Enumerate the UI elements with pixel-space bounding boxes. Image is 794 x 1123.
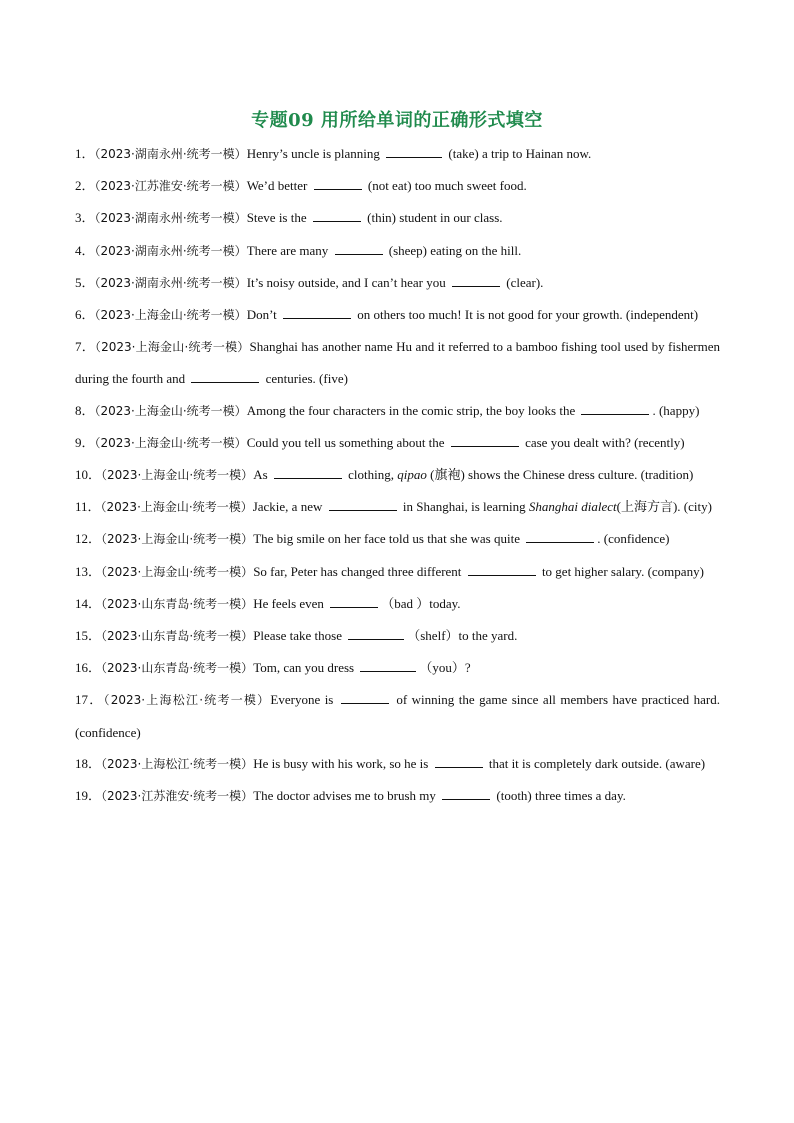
question-number: 14．: [75, 595, 102, 611]
answer-blank[interactable]: [314, 178, 362, 190]
question-hint: (clear).: [503, 274, 544, 290]
question-number: 5．: [75, 274, 95, 290]
question-source: （2023·上海松江·统考一模）: [103, 693, 271, 708]
answer-blank[interactable]: [526, 531, 594, 543]
answer-blank[interactable]: [341, 692, 389, 704]
question-text: The doctor advises me to brush my: [253, 788, 440, 804]
question-source: （2023·上海金山·统考一模）: [94, 340, 250, 355]
question-11: [75, 491, 720, 523]
question-16: [75, 652, 720, 684]
question-source: （2023·山东青岛·统考一模）: [101, 629, 254, 644]
question-text: Please take those: [253, 628, 346, 644]
question-source: （2023·湖南永州·统考一模）: [94, 275, 247, 290]
page-title: 专题09 用所给单词的正确形式填空: [251, 110, 543, 131]
question-source: （2023·湖南永州·统考一模）: [94, 211, 247, 226]
question-source: （2023·上海金山·统考一模）: [101, 468, 254, 483]
question-19: [75, 780, 720, 812]
question-number: 15．: [75, 628, 102, 644]
answer-blank[interactable]: [335, 243, 383, 255]
question-number: 19．: [75, 788, 102, 804]
question-text: Shanghai has another name Hu and it referred to a bamboo fishing tool used by fishermen during the fourth and: [75, 339, 720, 387]
question-hint: to get higher salary. (company): [538, 563, 704, 579]
question-number: 11．: [75, 499, 101, 515]
question-hint: (take) a trip to Hainan now.: [445, 146, 592, 161]
question-number: 3．: [75, 210, 95, 226]
question-text: As: [253, 467, 271, 483]
answer-blank[interactable]: [435, 756, 483, 768]
question-number: 16．: [75, 660, 102, 676]
question-number: 17．: [75, 692, 104, 708]
question-number: 7．: [75, 339, 95, 355]
question-number: 10．: [75, 467, 102, 483]
question-hint: case you dealt with? (recently): [521, 434, 685, 450]
question-hint: （you）?: [419, 660, 471, 676]
question-source: （2023·山东青岛·统考一模）: [101, 596, 254, 611]
question-source: （2023·江苏淮安·统考一模）: [101, 789, 254, 804]
answer-blank[interactable]: [386, 146, 442, 158]
question-hint: (旗袍) shows the Chinese dress culture. (tradition): [426, 467, 694, 483]
question-12: [75, 523, 720, 555]
answer-blank[interactable]: [452, 275, 500, 287]
question-hint: (not eat) too much sweet food.: [364, 178, 527, 194]
question-text: We’d better: [246, 178, 311, 194]
question-3: [75, 202, 720, 234]
question-18: [75, 748, 720, 780]
question-number: 1．: [75, 146, 95, 161]
question-number: 9．: [75, 434, 95, 450]
question-hint: (sheep) eating on the hill.: [385, 242, 522, 258]
question-13: [75, 556, 720, 588]
question-text-cont: in Shanghai, is learning: [399, 499, 529, 515]
question-hint: . (happy): [652, 402, 700, 418]
question-hint: (上海方言). (city): [616, 499, 712, 515]
question-text-cont: clothing,: [344, 467, 398, 483]
question-source: （2023·上海金山·统考一模）: [101, 564, 254, 579]
question-number: 2．: [75, 178, 95, 194]
answer-blank[interactable]: [468, 564, 536, 576]
question-hint: on others too much! It is not good for your growth. (independent): [354, 307, 699, 323]
italic-term: qipao: [397, 467, 427, 483]
question-hint: that it is completely dark outside. (aware): [485, 755, 706, 771]
question-number: 4．: [75, 242, 95, 258]
question-hint: . (confidence): [597, 531, 670, 547]
question-text: So far, Peter has changed three different: [253, 563, 465, 579]
italic-term: Shanghai dialect: [528, 499, 617, 515]
question-text: He is busy with his work, so he is: [253, 755, 432, 771]
question-7: [75, 331, 720, 394]
question-hint: (thin) student in our class.: [363, 210, 503, 226]
answer-blank[interactable]: [442, 788, 490, 800]
question-15: [75, 620, 720, 652]
answer-blank[interactable]: [191, 371, 259, 383]
question-text: It’s noisy outside, and I can’t hear you: [246, 274, 449, 290]
question-text: Everyone is: [270, 692, 338, 708]
question-source: （2023·上海松江·统考一模）: [101, 756, 254, 771]
question-source: （2023·江苏淮安·统考一模）: [94, 179, 247, 194]
question-number: 13．: [75, 563, 102, 579]
question-text: Jackie, a new: [252, 499, 326, 515]
question-source: （2023·上海金山·统考一模）: [94, 403, 247, 418]
question-8: [75, 395, 720, 427]
question-text: He feels even: [253, 595, 328, 611]
question-text: Tom, can you dress: [253, 660, 358, 676]
question-text: There are many: [246, 242, 332, 258]
answer-blank[interactable]: [581, 403, 649, 415]
question-number: 6．: [75, 307, 95, 323]
question-source: （2023·湖南永州·统考一模）: [94, 243, 247, 258]
answer-blank[interactable]: [348, 628, 404, 640]
answer-blank[interactable]: [274, 467, 342, 479]
answer-blank[interactable]: [451, 435, 519, 447]
question-1: [75, 138, 720, 170]
question-source: （2023·上海金山·统考一模）: [100, 500, 253, 515]
answer-blank[interactable]: [330, 596, 378, 608]
question-text: Could you tell us something about the: [246, 434, 448, 450]
question-hint: of winning the game since all members have practiced hard. (confidence): [75, 692, 721, 740]
question-list: [75, 138, 720, 812]
question-source: （2023·湖南永州·统考一模）: [94, 147, 247, 161]
question-hint: (tooth) three times a day.: [493, 788, 626, 804]
question-text: The big smile on her face told us that she was quite: [253, 531, 524, 547]
question-hint: （shelf）to the yard.: [407, 628, 518, 644]
answer-blank[interactable]: [329, 499, 397, 511]
question-9: [75, 427, 720, 459]
question-6: [75, 299, 720, 331]
question-hint: centuries. (five): [262, 371, 348, 387]
question-source: （2023·上海金山·统考一模）: [94, 308, 247, 323]
question-number: 8．: [75, 402, 95, 418]
answer-blank[interactable]: [313, 210, 361, 222]
answer-blank[interactable]: [283, 307, 351, 319]
question-4: [75, 235, 720, 267]
question-number: 18．: [75, 755, 102, 771]
question-5: [75, 267, 720, 299]
question-text: Steve is the: [246, 210, 310, 226]
question-14: [75, 588, 720, 620]
answer-blank[interactable]: [360, 660, 416, 672]
question-source: （2023·山东青岛·统考一模）: [101, 661, 254, 676]
question-text: Henry’s uncle is planning: [246, 146, 384, 161]
question-source: （2023·上海金山·统考一模）: [94, 435, 247, 450]
question-hint: （bad ）today.: [381, 595, 461, 611]
question-source: （2023·上海金山·统考一模）: [101, 532, 254, 547]
question-number: 12．: [75, 531, 102, 547]
question-10: [75, 459, 720, 491]
question-text: Don’t: [246, 307, 281, 323]
question-text: Among the four characters in the comic strip, the boy looks the: [246, 402, 579, 418]
question-2: [75, 170, 720, 202]
question-17: [75, 684, 720, 747]
